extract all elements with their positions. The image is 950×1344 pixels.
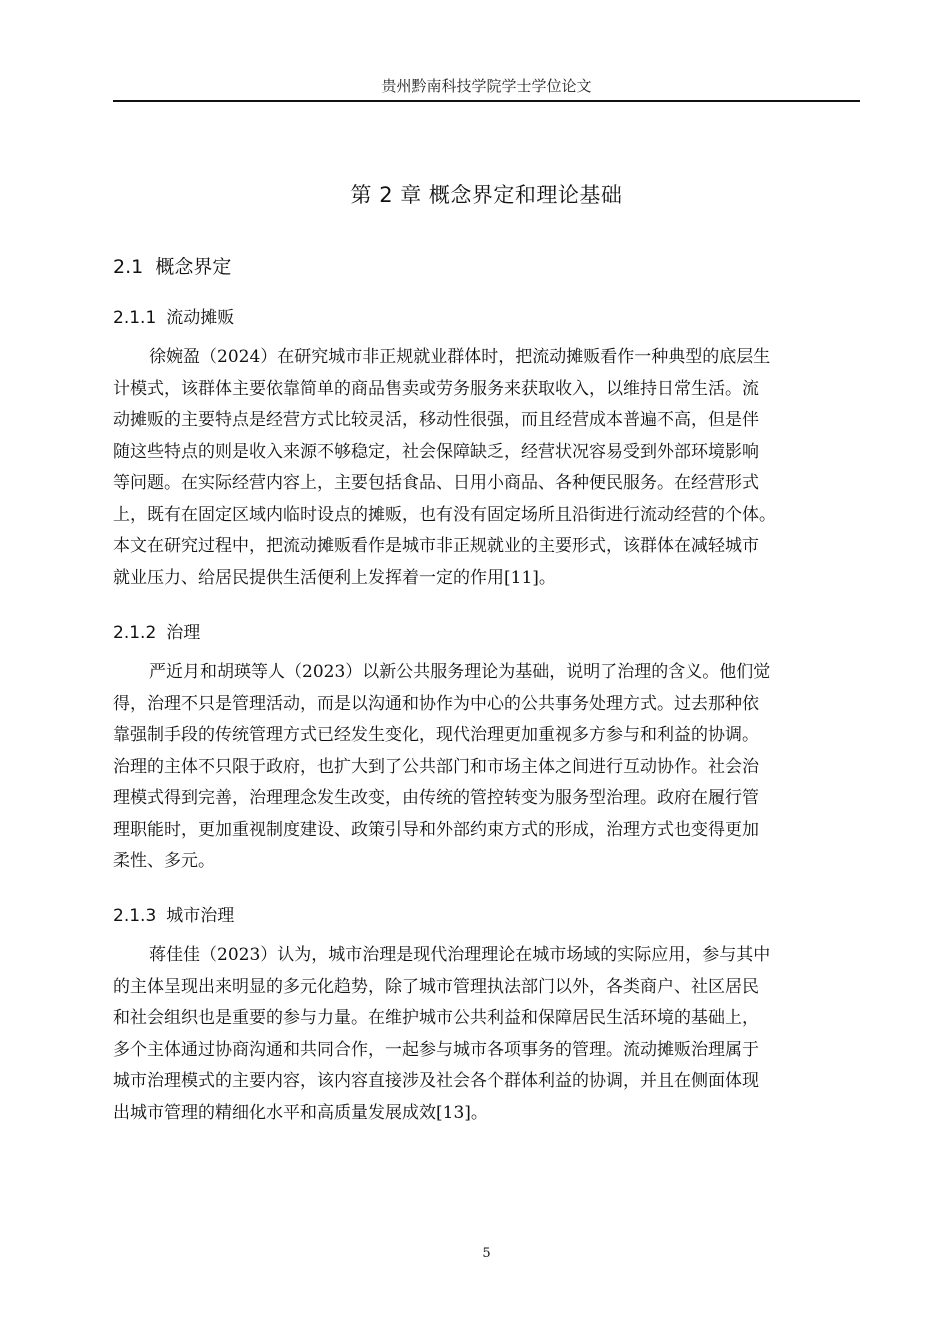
header-rule xyxy=(113,100,860,102)
section-title: 概念界定 xyxy=(155,256,232,278)
paragraph-line: 理模式得到完善，治理理念发生改变，由传统的管控转变为服务型治理。政府在履行管 xyxy=(113,788,759,808)
running-header: 贵州黔南科技学院学士学位论文 xyxy=(381,77,592,95)
paragraph-line: 的主体呈现出来明显的多元化趋势，除了城市管理执法部门以外，各类商户、社区居民 xyxy=(113,976,759,997)
section-heading xyxy=(113,254,231,280)
paragraph-line: 蒋佳佳（2023）认为，城市治理是现代治理理论在城市场域的实际应用，参与其中 xyxy=(149,945,771,965)
subsection-number: 2.1.3 xyxy=(113,906,157,926)
subsection-heading-1 xyxy=(113,306,234,330)
paragraph-line: 得，治理不只是管理活动，而是以沟通和协作为中心的公共事务处理方式。过去那种依 xyxy=(113,693,759,714)
paragraph-line: 出城市管理的精细化水平和高质量发展成效[13]。 xyxy=(113,1102,488,1123)
page-number: 5 xyxy=(482,1246,491,1261)
paragraph-street-vendors xyxy=(113,342,860,594)
paragraph-line: 动摊贩的主要特点是经营方式比较灵活，移动性很强，而且经营成本普遍不高，但是伴 xyxy=(113,410,759,430)
paragraph-line: 严近月和胡瑛等人（2023）以新公共服务理论为基础，说明了治理的含义。他们觉 xyxy=(149,662,771,682)
paragraph-governance xyxy=(113,657,860,878)
subsection-title: 城市治理 xyxy=(166,906,235,926)
paragraph-line: 城市治理模式的主要内容，该内容直接涉及社会各个群体利益的协调，并且在侧面体现 xyxy=(113,1071,759,1091)
paragraph-line: 徐婉盈（2024）在研究城市非正规就业群体时，把流动摊贩看作一种典型的底层生 xyxy=(149,347,771,367)
section-number: 2.1 xyxy=(113,256,144,278)
paragraph-line: 和社会组织也是重要的参与力量。在维护城市公共利益和保障居民生活环境的基础上， xyxy=(113,1008,759,1028)
paragraph-line: 上，既有在固定区域内临时设点的摊贩，也有没有固定场所且沿街进行流动经营的个体。 xyxy=(113,504,776,525)
subsection-number: 2.1.1 xyxy=(113,308,157,328)
subsection-title: 治理 xyxy=(166,623,201,643)
paragraph-line: 理职能时，更加重视制度建设、政策引导和外部约束方式的形成，治理方式也变得更加 xyxy=(113,819,759,840)
paragraph-line: 治理的主体不只限于政府，也扩大到了公共部门和市场主体之间进行互动协作。社会治 xyxy=(113,756,759,777)
subsection-heading-3 xyxy=(113,904,234,928)
paragraph-line: 就业压力、给居民提供生活便利上发挥着一定的作用[11]。 xyxy=(113,567,556,588)
paragraph-line: 计模式，该群体主要依靠简单的商品售卖或劳务服务来获取收入，以维持日常生活。流 xyxy=(113,378,759,399)
paragraph-line: 等问题。在实际经营内容上，主要包括食品、日用小商品、各种便民服务。在经营形式 xyxy=(113,473,759,493)
subsection-title: 流动摊贩 xyxy=(166,308,235,328)
subsection-heading-2 xyxy=(113,621,200,645)
paragraph-line: 随这些特点的则是收入来源不够稳定，社会保障缺乏，经营状况容易受到外部环境影响 xyxy=(113,441,759,462)
paragraph-urban-governance xyxy=(113,940,860,1129)
paragraph-line: 本文在研究过程中，把流动摊贩看作是城市非正规就业的主要形式，该群体在减轻城市 xyxy=(113,536,759,556)
subsection-number: 2.1.2 xyxy=(113,623,157,643)
paragraph-line: 柔性、多元。 xyxy=(113,851,215,871)
paragraph-line: 多个主体通过协商沟通和共同合作，一起参与城市各项事务的管理。流动摊贩治理属于 xyxy=(113,1039,759,1060)
paragraph-line: 靠强制手段的传统管理方式已经发生变化，现代治理更加重视多方参与和利益的协调。 xyxy=(113,725,759,745)
chapter-title: 第 2 章 概念界定和理论基础 xyxy=(350,183,623,207)
